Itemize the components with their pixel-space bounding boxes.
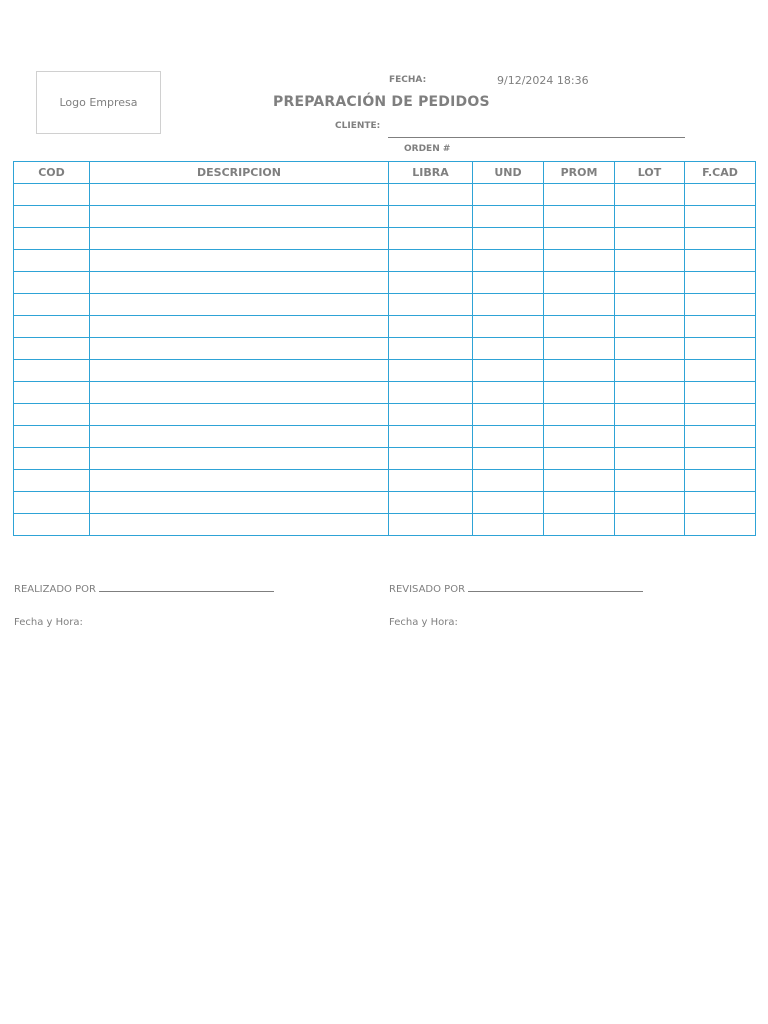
- orden-label: ORDEN #: [404, 144, 451, 154]
- cell-descripcion[interactable]: [90, 404, 389, 426]
- cell-fcad[interactable]: [685, 272, 756, 294]
- cell-libra[interactable]: [389, 426, 473, 448]
- cell-lot[interactable]: [615, 470, 685, 492]
- cell-cod[interactable]: [14, 228, 90, 250]
- cell-prom[interactable]: [544, 184, 615, 206]
- cell-fcad[interactable]: [685, 448, 756, 470]
- cell-libra[interactable]: [389, 514, 473, 536]
- fecha-hora-realizado: Fecha y Hora:: [14, 617, 83, 628]
- cell-und[interactable]: [473, 426, 544, 448]
- cell-und[interactable]: [473, 294, 544, 316]
- column-header-fcad: F.CAD: [685, 162, 756, 184]
- column-header-libra: LIBRA: [389, 162, 473, 184]
- cell-prom[interactable]: [544, 426, 615, 448]
- cell-prom[interactable]: [544, 294, 615, 316]
- fecha-hora-revisado: Fecha y Hora:: [389, 617, 458, 628]
- cell-und[interactable]: [473, 250, 544, 272]
- cell-cod[interactable]: [14, 250, 90, 272]
- cliente-field-line[interactable]: [388, 137, 685, 138]
- cell-libra[interactable]: [389, 338, 473, 360]
- column-header-prom: PROM: [544, 162, 615, 184]
- cell-lot[interactable]: [615, 426, 685, 448]
- cell-libra[interactable]: [389, 492, 473, 514]
- cell-lot[interactable]: [615, 514, 685, 536]
- cell-libra[interactable]: [389, 250, 473, 272]
- cell-und[interactable]: [473, 206, 544, 228]
- cell-fcad[interactable]: [685, 426, 756, 448]
- cell-libra[interactable]: [389, 316, 473, 338]
- table-row: [14, 360, 756, 382]
- table-row: [14, 250, 756, 272]
- revisado-por-label: REVISADO POR: [389, 584, 466, 595]
- realizado-por-signature-line[interactable]: [99, 582, 274, 592]
- cell-und[interactable]: [473, 404, 544, 426]
- cell-lot[interactable]: [615, 404, 685, 426]
- cell-lot[interactable]: [615, 184, 685, 206]
- cell-prom[interactable]: [544, 206, 615, 228]
- cell-fcad[interactable]: [685, 228, 756, 250]
- table-row: [14, 316, 756, 338]
- cell-cod[interactable]: [14, 184, 90, 206]
- cell-fcad[interactable]: [685, 250, 756, 272]
- cell-und[interactable]: [473, 470, 544, 492]
- cell-und[interactable]: [473, 338, 544, 360]
- cell-prom[interactable]: [544, 448, 615, 470]
- table-row: [14, 492, 756, 514]
- cell-descripcion[interactable]: [90, 470, 389, 492]
- cell-und[interactable]: [473, 316, 544, 338]
- cell-cod[interactable]: [14, 382, 90, 404]
- cell-descripcion[interactable]: [90, 294, 389, 316]
- cell-libra[interactable]: [389, 470, 473, 492]
- cell-lot[interactable]: [615, 448, 685, 470]
- cell-prom[interactable]: [544, 272, 615, 294]
- cell-lot[interactable]: [615, 382, 685, 404]
- cell-prom[interactable]: [544, 250, 615, 272]
- cell-libra[interactable]: [389, 228, 473, 250]
- cell-cod[interactable]: [14, 470, 90, 492]
- cell-cod[interactable]: [14, 206, 90, 228]
- cell-descripcion[interactable]: [90, 184, 389, 206]
- cell-cod[interactable]: [14, 360, 90, 382]
- cell-fcad[interactable]: [685, 206, 756, 228]
- cell-und[interactable]: [473, 448, 544, 470]
- table-row: [14, 272, 756, 294]
- cell-cod[interactable]: [14, 448, 90, 470]
- cell-prom[interactable]: [544, 514, 615, 536]
- table-row: [14, 426, 756, 448]
- cell-cod[interactable]: [14, 426, 90, 448]
- table-row: [14, 338, 756, 360]
- cell-lot[interactable]: [615, 338, 685, 360]
- cell-descripcion[interactable]: [90, 360, 389, 382]
- cell-fcad[interactable]: [685, 360, 756, 382]
- fecha-value: 9/12/2024 18:36: [497, 74, 589, 87]
- cell-prom[interactable]: [544, 228, 615, 250]
- cell-fcad[interactable]: [685, 470, 756, 492]
- cell-lot[interactable]: [615, 360, 685, 382]
- table-row: [14, 206, 756, 228]
- cell-descripcion[interactable]: [90, 338, 389, 360]
- cell-libra[interactable]: [389, 404, 473, 426]
- cell-fcad[interactable]: [685, 514, 756, 536]
- revisado-por-signature-line[interactable]: [468, 582, 643, 592]
- cell-cod[interactable]: [14, 294, 90, 316]
- cliente-label: CLIENTE:: [335, 121, 381, 131]
- cell-lot[interactable]: [615, 206, 685, 228]
- table-header-row: [14, 162, 756, 184]
- cell-libra[interactable]: [389, 382, 473, 404]
- cell-cod[interactable]: [14, 272, 90, 294]
- cell-cod[interactable]: [14, 338, 90, 360]
- company-logo-placeholder: [36, 71, 161, 134]
- cell-prom[interactable]: [544, 470, 615, 492]
- cell-libra[interactable]: [389, 360, 473, 382]
- cell-descripcion[interactable]: [90, 250, 389, 272]
- cell-descripcion[interactable]: [90, 272, 389, 294]
- cell-cod[interactable]: [14, 316, 90, 338]
- cell-descripcion[interactable]: [90, 206, 389, 228]
- order-items-table: [13, 161, 756, 536]
- cell-prom[interactable]: [544, 492, 615, 514]
- table-row: [14, 184, 756, 206]
- cell-fcad[interactable]: [685, 382, 756, 404]
- cell-lot[interactable]: [615, 228, 685, 250]
- fecha-label: FECHA:: [389, 75, 427, 85]
- cell-prom[interactable]: [544, 338, 615, 360]
- cell-prom[interactable]: [544, 404, 615, 426]
- table-row: [14, 382, 756, 404]
- cell-fcad[interactable]: [685, 492, 756, 514]
- cell-fcad[interactable]: [685, 316, 756, 338]
- realizado-por: [14, 582, 274, 595]
- cell-libra[interactable]: [389, 272, 473, 294]
- cell-lot[interactable]: [615, 272, 685, 294]
- cell-descripcion[interactable]: [90, 492, 389, 514]
- cell-und[interactable]: [473, 360, 544, 382]
- page-title: PREPARACIÓN DE PEDIDOS: [273, 94, 490, 110]
- table-row: [14, 228, 756, 250]
- cell-fcad[interactable]: [685, 184, 756, 206]
- table-row: [14, 448, 756, 470]
- cell-lot[interactable]: [615, 250, 685, 272]
- cell-libra[interactable]: [389, 294, 473, 316]
- cell-descripcion[interactable]: [90, 228, 389, 250]
- cell-cod[interactable]: [14, 404, 90, 426]
- logo-text: Logo Empresa: [59, 96, 138, 109]
- column-header-und: UND: [473, 162, 544, 184]
- cell-lot[interactable]: [615, 492, 685, 514]
- cell-prom[interactable]: [544, 316, 615, 338]
- table-row: [14, 404, 756, 426]
- cell-fcad[interactable]: [685, 404, 756, 426]
- cell-descripcion[interactable]: [90, 448, 389, 470]
- cell-und[interactable]: [473, 514, 544, 536]
- cell-lot[interactable]: [615, 316, 685, 338]
- cell-libra[interactable]: [389, 184, 473, 206]
- cell-und[interactable]: [473, 184, 544, 206]
- cell-libra[interactable]: [389, 206, 473, 228]
- cell-lot[interactable]: [615, 294, 685, 316]
- column-header-descripcion: DESCRIPCION: [90, 162, 389, 184]
- cell-cod[interactable]: [14, 514, 90, 536]
- cell-libra[interactable]: [389, 448, 473, 470]
- cell-descripcion[interactable]: [90, 426, 389, 448]
- table-row: [14, 470, 756, 492]
- cell-und[interactable]: [473, 228, 544, 250]
- cell-descripcion[interactable]: [90, 316, 389, 338]
- cell-prom[interactable]: [544, 382, 615, 404]
- cell-und[interactable]: [473, 492, 544, 514]
- cell-cod[interactable]: [14, 492, 90, 514]
- cell-und[interactable]: [473, 382, 544, 404]
- realizado-por-label: REALIZADO POR: [14, 584, 96, 595]
- table-row: [14, 514, 756, 536]
- cell-fcad[interactable]: [685, 338, 756, 360]
- column-header-cod: COD: [14, 162, 90, 184]
- cell-fcad[interactable]: [685, 294, 756, 316]
- cell-descripcion[interactable]: [90, 514, 389, 536]
- cell-und[interactable]: [473, 272, 544, 294]
- revisado-por: [389, 582, 643, 595]
- cell-prom[interactable]: [544, 360, 615, 382]
- cell-descripcion[interactable]: [90, 382, 389, 404]
- column-header-lot: LOT: [615, 162, 685, 184]
- table-row: [14, 294, 756, 316]
